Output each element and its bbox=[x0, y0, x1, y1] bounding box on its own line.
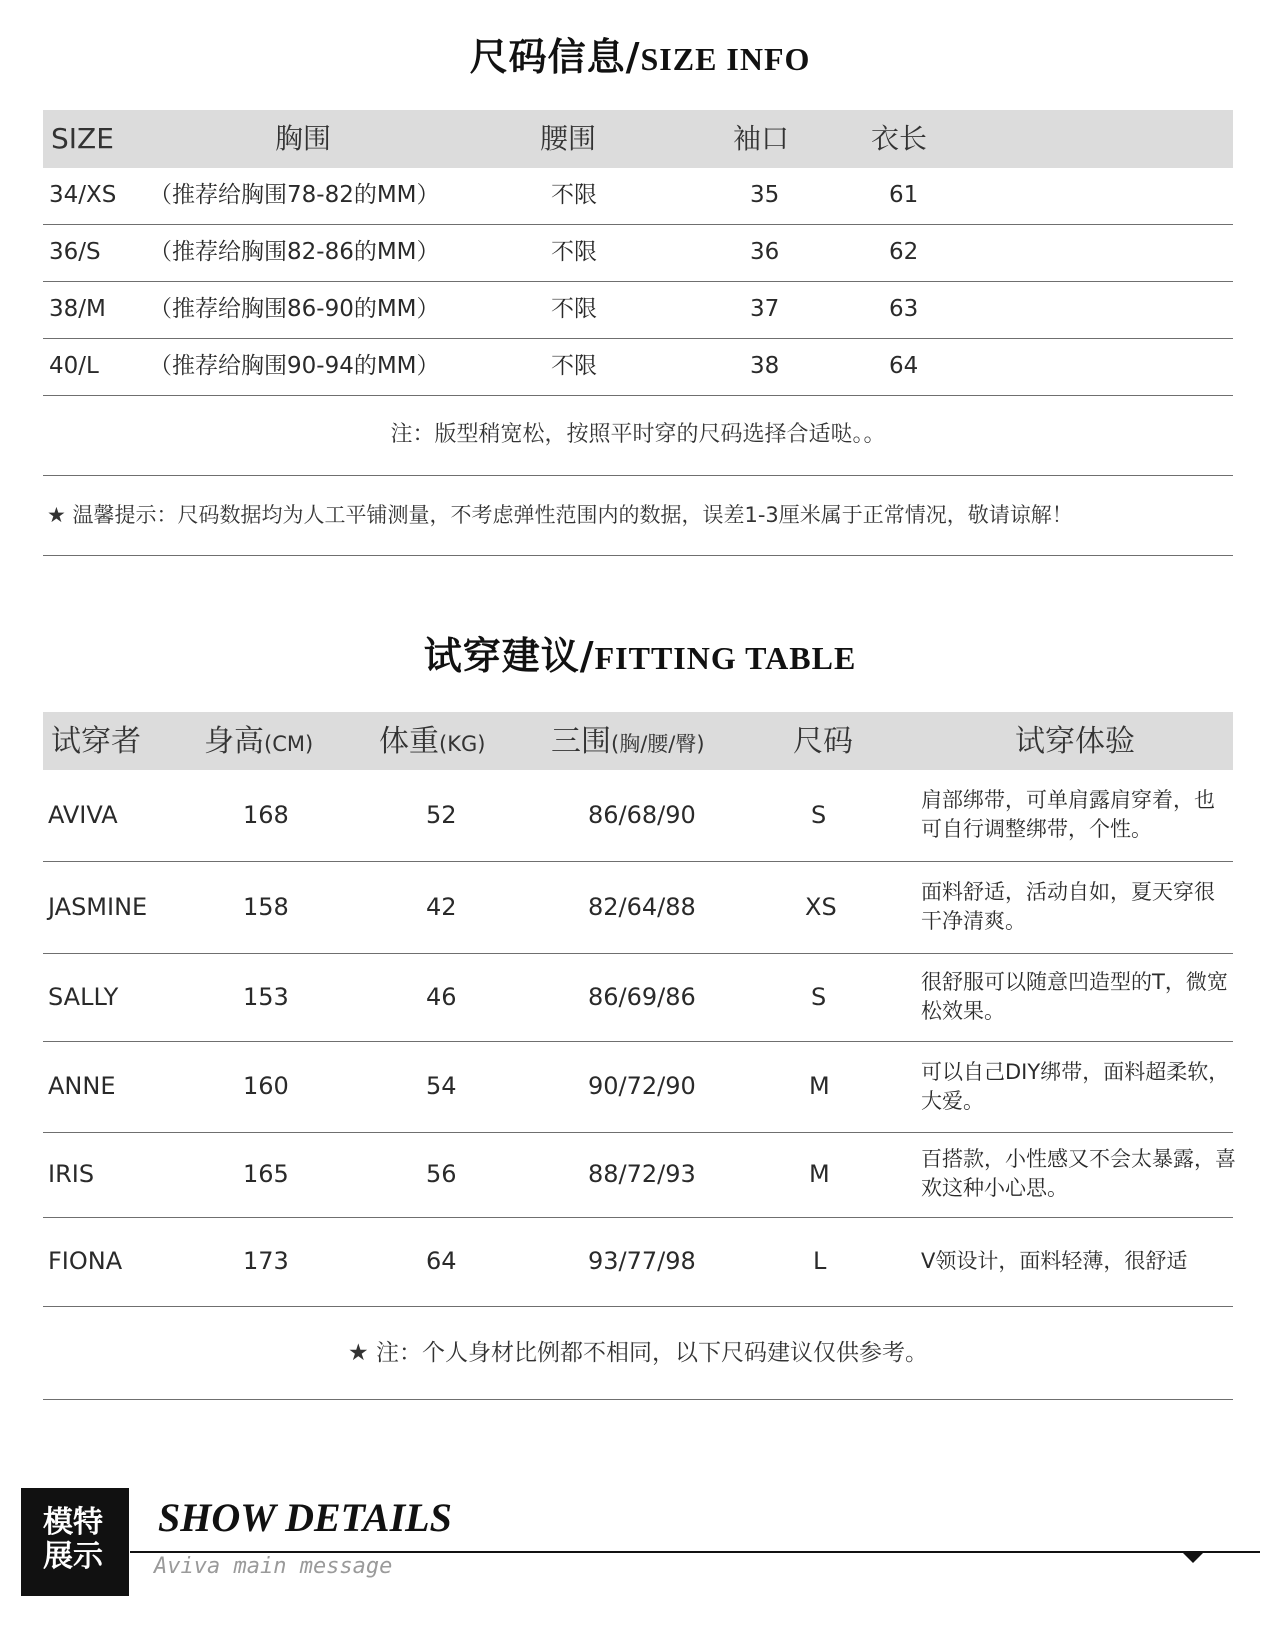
cell-cuff: 37 bbox=[750, 296, 780, 322]
cell-waist: 不限 bbox=[551, 239, 597, 265]
header-weight-label: 体重 bbox=[379, 724, 439, 759]
cell-experience: 百搭款，小性感又不会太暴露，喜欢这种小心思。 bbox=[921, 1147, 1236, 1200]
header-height-unit: (CM) bbox=[264, 732, 314, 756]
down-triangle-icon bbox=[1183, 1553, 1203, 1563]
header-length: 衣长 bbox=[871, 122, 928, 155]
cell-size: 36/S bbox=[49, 239, 101, 265]
fitting-note bbox=[43, 1308, 1233, 1400]
cell-size: 38/M bbox=[49, 296, 106, 322]
table-row bbox=[43, 282, 1233, 339]
size-note bbox=[43, 396, 1233, 476]
cell-waist: 不限 bbox=[551, 296, 597, 322]
cell-weight: 64 bbox=[426, 1247, 457, 1275]
cell-measure: 86/69/86 bbox=[588, 983, 696, 1011]
cell-chest: （推荐给胸围86-90的MM） bbox=[149, 296, 440, 322]
size-tip bbox=[43, 476, 1233, 556]
table-row bbox=[43, 225, 1233, 282]
header-measure-unit: (胸/腰/臀) bbox=[611, 732, 705, 756]
header-cuff: 袖口 bbox=[733, 122, 790, 155]
cell-experience: V领设计，面料轻薄，很舒适 bbox=[921, 1249, 1188, 1273]
header-measure-label: 三围 bbox=[551, 724, 611, 759]
header-waist: 腰围 bbox=[540, 122, 597, 155]
header-chest: 胸围 bbox=[275, 122, 332, 155]
size-info-title-en: SIZE INFO bbox=[640, 41, 811, 77]
size-tip-text: ★ 温馨提示：尺码数据均为人工平铺测量，不考虑弹性范围内的数据，误差1-3厘米属于正常情况，敬请谅解！ bbox=[47, 503, 1073, 527]
cell-height: 168 bbox=[243, 801, 289, 829]
cell-name: JASMINE bbox=[48, 893, 148, 921]
cell-measure: 86/68/90 bbox=[588, 801, 696, 829]
cell-height: 158 bbox=[243, 893, 289, 921]
cell-height: 153 bbox=[243, 983, 289, 1011]
cell-length: 61 bbox=[889, 182, 919, 208]
cell-size: 34/XS bbox=[49, 182, 117, 208]
size-info-title-cn: 尺码信息/ bbox=[469, 35, 641, 79]
cell-waist: 不限 bbox=[551, 353, 597, 379]
cell-length: 63 bbox=[889, 296, 919, 322]
table-row bbox=[43, 1133, 1236, 1218]
cell-height: 173 bbox=[243, 1247, 289, 1275]
cell-name: SALLY bbox=[48, 983, 119, 1011]
cell-height: 160 bbox=[243, 1072, 289, 1100]
header-weight bbox=[379, 712, 485, 774]
header-experience: 试穿体验 bbox=[1015, 724, 1135, 759]
size-info-title bbox=[0, 26, 1280, 81]
table-row bbox=[43, 770, 1233, 862]
cell-size: M bbox=[809, 1160, 830, 1188]
show-details-subtitle: Aviva main message bbox=[154, 1554, 393, 1579]
header-measure bbox=[551, 712, 705, 774]
cell-measure: 88/72/93 bbox=[588, 1160, 696, 1188]
cell-length: 62 bbox=[889, 239, 919, 265]
cell-size: 40/L bbox=[49, 353, 99, 379]
cell-name: IRIS bbox=[48, 1160, 95, 1188]
cell-experience: 肩部绑带，可单肩露肩穿着，也可自行调整绑带，个性。 bbox=[921, 788, 1215, 841]
cell-size: L bbox=[813, 1247, 827, 1275]
size-info-table bbox=[43, 110, 1233, 396]
cell-cuff: 36 bbox=[750, 239, 780, 265]
fitting-note-text: ★ 注：个人身材比例都不相同，以下尺码建议仅供参考。 bbox=[348, 1340, 928, 1366]
model-show-badge bbox=[21, 1488, 129, 1596]
table-row bbox=[43, 862, 1233, 954]
table-row bbox=[43, 1042, 1233, 1133]
cell-chest: （推荐给胸围78-82的MM） bbox=[149, 182, 440, 208]
header-tester: 试穿者 bbox=[51, 724, 141, 759]
fitting-table bbox=[43, 712, 1236, 1307]
cell-experience: 很舒服可以随意凹造型的T，微宽松效果。 bbox=[921, 970, 1228, 1023]
show-details-title: SHOW DETAILS bbox=[158, 1495, 452, 1540]
cell-weight: 52 bbox=[426, 801, 457, 829]
badge-line-1: 模特 bbox=[43, 1505, 103, 1540]
cell-measure: 93/77/98 bbox=[588, 1247, 696, 1275]
fitting-title-cn: 试穿建议/ bbox=[423, 634, 595, 678]
cell-height: 165 bbox=[243, 1160, 289, 1188]
cell-weight: 56 bbox=[426, 1160, 457, 1188]
cell-size: S bbox=[811, 983, 827, 1011]
fitting-table-header bbox=[43, 712, 1233, 770]
cell-waist: 不限 bbox=[551, 182, 597, 208]
size-note-text: 注：版型稍宽松，按照平时穿的尺码选择合适哒。。 bbox=[390, 422, 886, 447]
cell-cuff: 35 bbox=[750, 182, 780, 208]
cell-name: AVIVA bbox=[48, 801, 118, 829]
table-row bbox=[43, 954, 1233, 1042]
table-row bbox=[43, 339, 1233, 396]
size-table-header bbox=[43, 110, 1233, 168]
cell-chest: （推荐给胸围90-94的MM） bbox=[149, 353, 440, 379]
cell-name: ANNE bbox=[48, 1072, 116, 1100]
header-size: 尺码 bbox=[793, 724, 853, 759]
cell-measure: 90/72/90 bbox=[588, 1072, 696, 1100]
cell-name: FIONA bbox=[48, 1247, 123, 1275]
cell-chest: （推荐给胸围82-86的MM） bbox=[149, 239, 440, 265]
header-height bbox=[204, 712, 313, 774]
table-row bbox=[43, 1218, 1233, 1307]
cell-size: S bbox=[811, 801, 827, 829]
cell-experience: 面料舒适，活动自如，夏天穿很干净清爽。 bbox=[921, 880, 1215, 933]
cell-size: M bbox=[809, 1072, 830, 1100]
cell-weight: 54 bbox=[426, 1072, 457, 1100]
cell-weight: 46 bbox=[426, 983, 457, 1011]
cell-measure: 82/64/88 bbox=[588, 893, 696, 921]
header-size: SIZE bbox=[51, 122, 114, 155]
header-weight-unit: (KG) bbox=[439, 732, 486, 756]
cell-cuff: 38 bbox=[750, 353, 780, 379]
cell-weight: 42 bbox=[426, 893, 457, 921]
cell-experience: 可以自己DIY绑带，面料超柔软，大爱。 bbox=[921, 1060, 1230, 1113]
fitting-title bbox=[0, 625, 1280, 680]
badge-line-2: 展示 bbox=[43, 1539, 103, 1574]
table-row bbox=[43, 168, 1233, 225]
cell-size: XS bbox=[805, 893, 837, 921]
cell-length: 64 bbox=[889, 353, 919, 379]
fitting-title-en: FITTING TABLE bbox=[594, 640, 857, 676]
divider bbox=[130, 1551, 1260, 1553]
header-height-label: 身高 bbox=[204, 724, 264, 759]
